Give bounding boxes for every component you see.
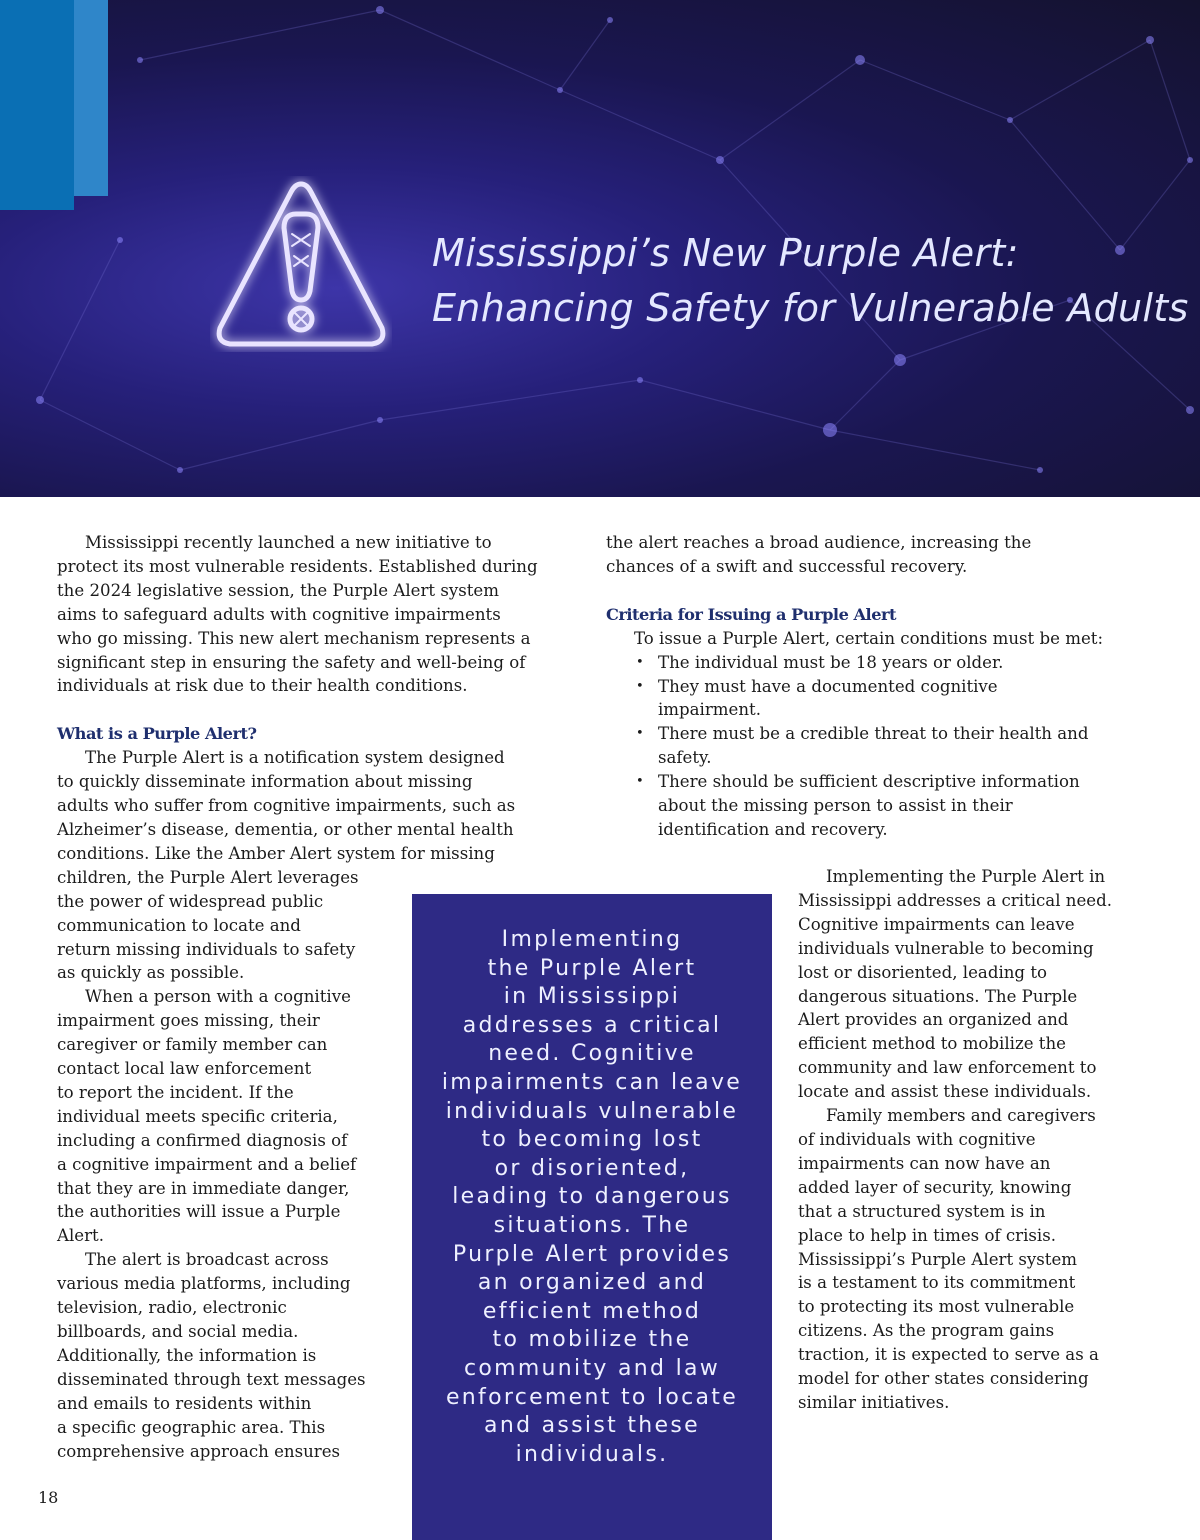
quote-line: Purple Alert provides [452,1241,732,1267]
page-number: 18 [38,1488,59,1507]
text-line: contact local law enforcement [57,1059,312,1079]
text-line: chances of a swift and successful recovery. [606,556,968,576]
text-line: is a testament to its commitment [798,1273,1076,1293]
text-line: Mississippi recently launched a new initiative to [85,533,492,552]
pull-quote-text [412,926,772,1469]
text-line: There must be a credible threat to their health and [658,724,1089,744]
bullet-icon: • [636,678,644,694]
title-line: Mississippi’s New Purple Alert: [432,231,1019,275]
text-line: of individuals with cognitive [798,1129,1036,1149]
text-line: return missing individuals to safety [57,939,356,959]
body-paragraph [798,865,1148,1104]
criteria-list [606,651,1146,842]
text-line: When a person with a cognitive [85,987,351,1007]
text-line: traction, it is expected to serve as a [798,1345,1099,1365]
quote-line: individuals. [515,1441,669,1467]
text-line: Alzheimer’s disease, dementia, or other mental health [57,819,514,839]
text-line: the alert reaches a broad audience, increasing the [606,533,1032,552]
text-line: efficient method to mobilize the [798,1034,1066,1054]
text-line: the power of widespread public [57,891,324,911]
text-line: safety. [658,748,712,768]
intro-paragraph [57,531,577,698]
text-line: the 2024 legislative session, the Purple Alert system [57,580,499,600]
text-line: Implementing the Purple Alert in [826,867,1106,886]
right-column-top [606,531,1146,842]
section-heading-what-is: What is a Purple Alert? [57,724,257,744]
bullet-icon: • [636,726,644,742]
text-line: individuals vulnerable to becoming [798,938,1094,958]
quote-line: to becoming lost [481,1127,703,1153]
warning-triangle-icon [210,176,392,352]
text-line: a specific geographic area. This [57,1417,326,1437]
body-paragraph [798,1104,1148,1415]
text-line: communication to locate and [57,915,301,935]
list-item [606,770,1146,842]
text-line: the authorities will issue a Purple [57,1202,341,1222]
text-line: citizens. As the program gains [798,1321,1055,1341]
hero-banner [0,0,1200,497]
text-line: impairment. [658,700,761,720]
text-line: various media platforms, including [57,1274,351,1294]
text-line: children, the Purple Alert leverages [57,867,359,887]
text-line: a cognitive impairment and a belief [57,1154,357,1174]
text-line: similar initiatives. [798,1392,950,1412]
light-blue-corner-tab [74,0,108,196]
text-line: aims to safeguard adults with cognitive impairments [57,604,501,624]
bullet-icon: • [636,654,644,670]
text-line: that they are in immediate danger, [57,1178,350,1198]
quote-line: to mobilize the [492,1327,692,1353]
text-line: who go missing. This new alert mechanism represents a [57,628,531,648]
text-line: Additionally, the information is [57,1345,317,1365]
quote-line: impairments can leave [441,1069,743,1095]
text-line: television, radio, electronic [57,1298,287,1318]
quote-line: efficient method [482,1298,702,1324]
text-line: The alert is broadcast across [85,1250,329,1270]
bullet-icon: • [636,774,644,790]
text-line: as quickly as possible. [57,963,245,983]
quote-line: individuals vulnerable [445,1098,739,1124]
text-line: about the missing person to assist in their [658,796,1013,816]
text-line: significant step in ensuring the safety and well-being of [57,652,526,672]
list-item [606,651,1146,675]
quote-line: leading to dangerous [452,1184,732,1210]
text-line: Alert provides an organized and [798,1010,1069,1030]
text-line: community and law enforcement to [798,1058,1097,1078]
criteria-intro [606,627,1146,651]
text-line: disseminated through text messages [57,1369,366,1389]
text-line: There should be sufficient descriptive information [658,772,1080,792]
text-line: protect its most vulnerable residents. Established during [57,556,538,576]
text-line: Family members and caregivers [826,1106,1096,1126]
list-item [606,675,1146,723]
pull-quote [412,894,772,1540]
text-line: place to help in times of crisis. [798,1225,1056,1245]
text-line: They must have a documented cognitive [658,676,998,696]
blue-corner-tab [0,0,74,210]
text-line: impairment goes missing, their [57,1011,320,1031]
quote-line: situations. The [493,1212,691,1238]
text-line: impairments can now have an [798,1153,1051,1173]
text-line: to quickly disseminate information about missing [57,772,473,792]
text-line: including a confirmed diagnosis of [57,1130,348,1150]
quote-line: an organized and [477,1270,707,1296]
text-line: To issue a Purple Alert, certain conditions must be met: [634,628,1104,648]
text-line: model for other states considering [798,1369,1089,1389]
text-line: Mississippi’s Purple Alert system [798,1249,1078,1269]
article-title [432,226,1189,336]
text-line: individuals at risk due to their health conditions. [57,676,468,696]
text-line: lost or disoriented, leading to [798,962,1047,982]
quote-line: and assist these [484,1413,700,1439]
text-line: The individual must be 18 years or older. [658,652,1004,672]
text-line: dangerous situations. The Purple [798,986,1078,1006]
text-line: caregiver or family member can [57,1035,328,1055]
text-line: individual meets specific criteria, [57,1106,338,1126]
quote-line: or disoriented, [494,1155,690,1181]
text-line: conditions. Like the Amber Alert system for missing [57,843,495,863]
text-line: Cognitive impairments can leave [798,914,1075,934]
text-line: comprehensive approach ensures [57,1441,341,1461]
text-line: Mississippi addresses a critical need. [798,890,1113,910]
text-line: and emails to residents within [57,1393,312,1413]
quote-line: enforcement to locate [445,1384,739,1410]
quote-line: the Purple Alert [487,955,697,981]
text-line: locate and assist these individuals. [798,1082,1092,1102]
text-line: Alert. [57,1226,104,1246]
text-line: that a structured system is in [798,1201,1046,1221]
quote-line: need. Cognitive [488,1041,696,1067]
list-item [606,722,1146,770]
text-line: identification and recovery. [658,819,888,839]
text-line: to report the incident. If the [57,1082,294,1102]
quote-line: Implementing [501,927,683,952]
text-line: billboards, and social media. [57,1322,299,1341]
quote-line: addresses a critical [462,1012,722,1038]
quote-line: in Mississippi [503,984,681,1010]
text-line: to protecting its most vulnerable [798,1297,1075,1317]
section-heading-criteria: Criteria for Issuing a Purple Alert [606,604,897,624]
text-line: added layer of security, knowing [798,1177,1072,1197]
body-paragraph [606,531,1146,579]
right-column-bottom [798,865,1148,1415]
title-line: Enhancing Safety for Vulnerable Adults [432,286,1189,330]
text-line: adults who suffer from cognitive impairments, such as [57,796,516,816]
quote-line: community and law [463,1355,721,1381]
text-line: The Purple Alert is a notification system designed [85,748,505,768]
